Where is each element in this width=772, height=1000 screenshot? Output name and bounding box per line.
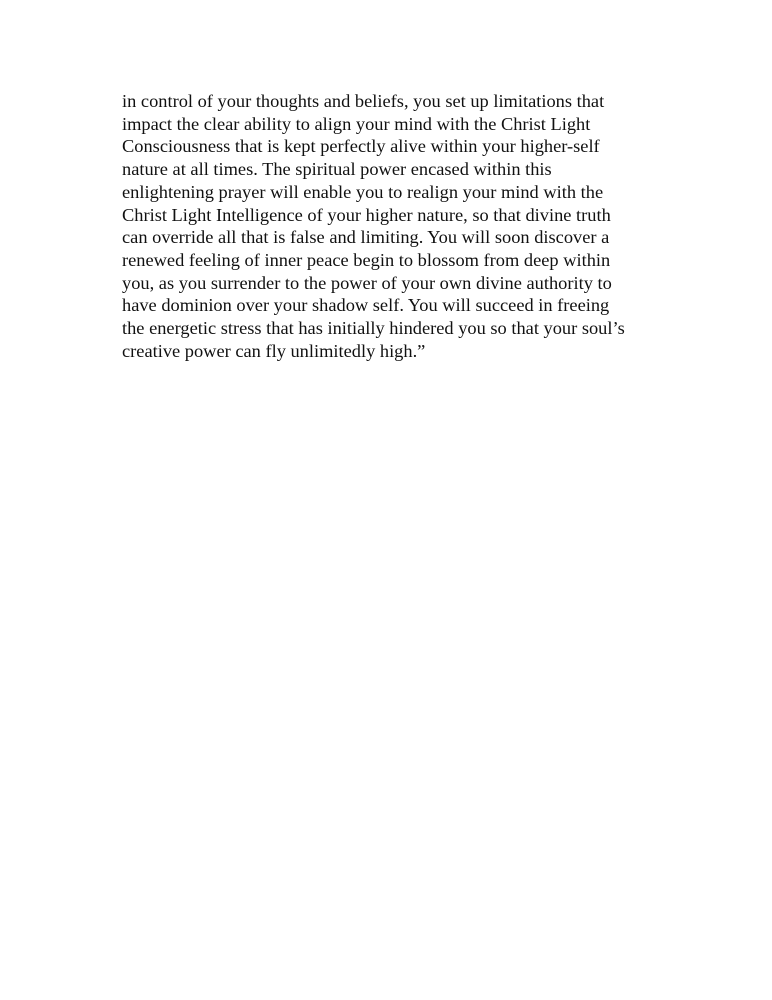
text-line: creative power can fly unlimitedly high.” xyxy=(122,340,426,361)
text-line: nature at all times. The spiritual power encased within this xyxy=(122,159,552,180)
text-line: can override all that is false and limiting. You will soon discover a xyxy=(122,227,610,248)
body-paragraph xyxy=(122,90,642,362)
text-line: you, as you surrender to the power of your own divine authority to xyxy=(122,272,612,293)
text-line: the energetic stress that has initially hindered you so that your soul’s xyxy=(122,318,625,339)
text-line: enlightening prayer will enable you to realign your mind with the xyxy=(122,181,604,202)
text-line: Consciousness that is kept perfectly alive within your higher-self xyxy=(122,136,600,157)
text-line: Christ Light Intelligence of your higher nature, so that divine truth xyxy=(122,204,611,225)
text-line: impact the clear ability to align your mind with the Christ Light xyxy=(122,113,591,134)
text-line: in control of your thoughts and beliefs, you set up limitations that xyxy=(122,91,605,111)
text-line: have dominion over your shadow self. You will succeed in freeing xyxy=(122,295,610,316)
text-line: renewed feeling of inner peace begin to blossom from deep within xyxy=(122,249,611,270)
